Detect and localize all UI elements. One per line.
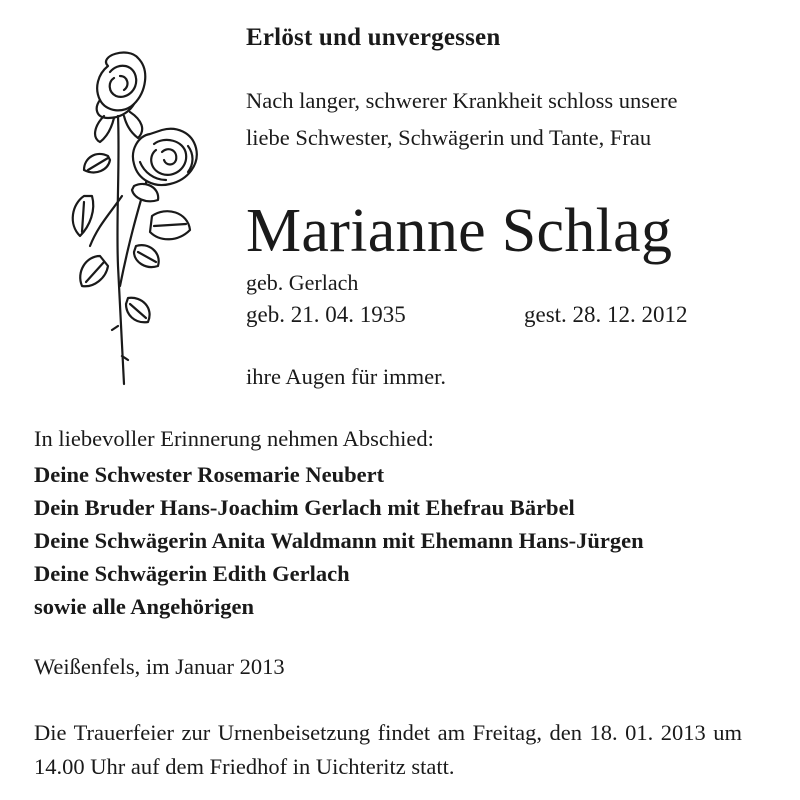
place-date: Weißenfels, im Januar 2013 — [34, 654, 285, 679]
deceased-name: Marianne Schlag — [246, 197, 673, 265]
maiden-name: geb. Gerlach — [246, 270, 359, 295]
farewell-line: In liebevoller Erinnerung nehmen Abschied: — [34, 426, 434, 451]
mourner-line: Dein Bruder Hans-Joachim Gerlach mit Ehefrau Bärbel — [34, 495, 575, 520]
mourner-line: Deine Schwester Rosemarie Neubert — [34, 462, 385, 487]
mourner-line: Deine Schwägerin Edith Gerlach — [34, 561, 350, 586]
mourners-list — [34, 458, 644, 623]
funeral-notice: Die Trauerfeier zur Urnenbeisetzung findet am Freitag, den 18. 01. 2013 um 14.00 Uhr auf dem Friedhof in Uichteritz statt. — [34, 720, 742, 779]
closing-line: ihre Augen für immer. — [246, 364, 446, 389]
notice-heading: Erlöst und unvergessen — [246, 24, 501, 51]
intro-line-2: liebe Schwester, Schwägerin und Tante, Frau — [246, 125, 652, 150]
rose-illustration — [38, 46, 208, 388]
birth-date: geb. 21. 04. 1935 — [246, 302, 406, 327]
mourner-line: sowie alle Angehörigen — [34, 594, 254, 619]
death-date: gest. 28. 12. 2012 — [524, 302, 688, 327]
intro-line-1: Nach langer, schwerer Krankheit schloss unsere — [246, 88, 678, 113]
mourner-line: Deine Schwägerin Anita Waldmann mit Ehemann Hans-Jürgen — [34, 528, 644, 553]
